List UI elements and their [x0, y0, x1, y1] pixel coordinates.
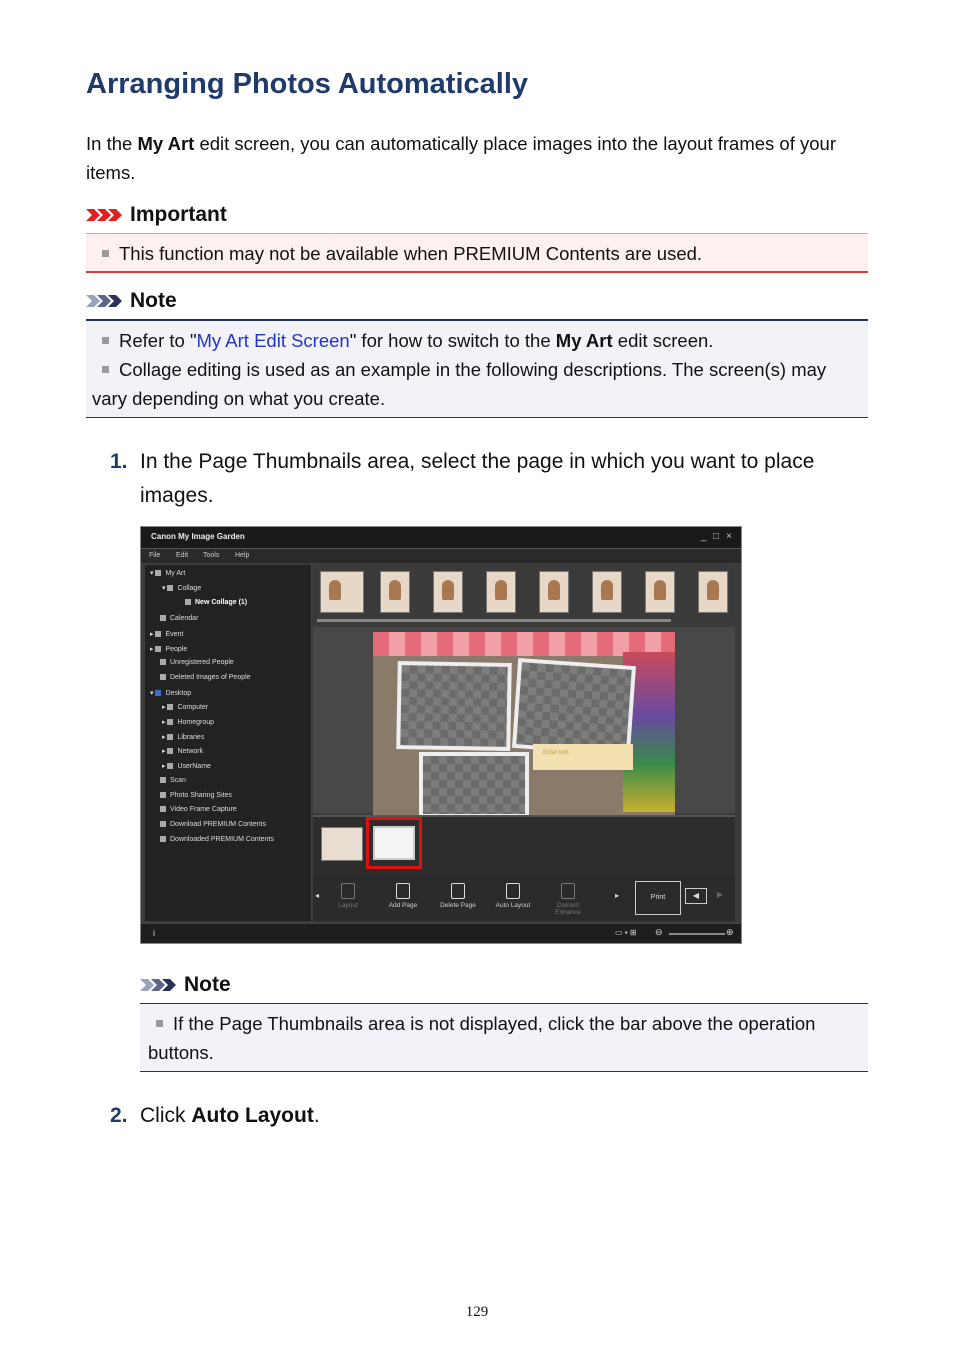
tree-item[interactable]: Downloaded PREMIUM Contents: [160, 836, 274, 843]
step-1: 1. In the Page Thumbnails area, select the page in which you want to place images.: [110, 450, 815, 507]
tree-item-selected[interactable]: New Collage (1): [185, 599, 247, 606]
tree-item[interactable]: Unregistered People: [160, 659, 234, 666]
tree-item[interactable]: ▸ Computer: [162, 704, 209, 711]
note-heading: Note: [86, 289, 177, 313]
auto-layout-button[interactable]: Auto Layout: [488, 883, 538, 909]
my-art-edit-screen-link[interactable]: My Art Edit Screen: [196, 330, 350, 351]
bullet-icon: [102, 366, 109, 373]
important-heading: Important: [86, 203, 227, 227]
layout-button[interactable]: Layout: [323, 883, 373, 909]
delete-page-button[interactable]: Delete Page: [433, 883, 483, 909]
text-box[interactable]: Enter text: [533, 744, 633, 770]
app-menubar: [141, 549, 741, 563]
photo-thumb[interactable]: [698, 571, 728, 613]
tree-item[interactable]: ▾ My Art: [150, 570, 186, 577]
photo-thumb[interactable]: [486, 571, 516, 613]
zoom-in-icon[interactable]: ⊕: [726, 927, 734, 937]
app-screenshot: [140, 526, 742, 944]
note-box: Refer to "My Art Edit Screen" for how to switch to the My Art edit screen. Collage editing is used as an example in the following descriptions. The screen(s) may vary depending on what you create.: [86, 319, 868, 418]
important-box: This function may not be available when PREMIUM Contents are used.: [86, 233, 868, 273]
tree-item[interactable]: ▸ Libraries: [162, 734, 205, 741]
tree-item[interactable]: Video Frame Capture: [160, 806, 237, 813]
tree-item[interactable]: Download PREMIUM Contents: [160, 821, 266, 828]
tree-item[interactable]: ▾ Desktop: [150, 690, 192, 697]
note-arrows-icon: [86, 293, 124, 309]
bullet-icon: [156, 1020, 163, 1027]
operation-buttons: [313, 875, 735, 921]
menu-tools[interactable]: Tools: [203, 552, 220, 559]
page-thumb-1[interactable]: [321, 827, 363, 861]
photo-thumb[interactable]: [645, 571, 675, 613]
page-thumbnails-area: [313, 815, 735, 875]
note-heading: Note: [140, 973, 231, 997]
page-title: Arranging Photos Automatically: [86, 68, 529, 100]
page-thumb-2-selected[interactable]: [366, 817, 422, 869]
view-mode-icon[interactable]: ▭ ▪ ⊞: [615, 928, 637, 937]
correct-enhance-button[interactable]: Correct/ Enhance: [543, 883, 593, 916]
close-icon[interactable]: ×: [726, 531, 732, 542]
zoom-out-icon[interactable]: ⊖: [655, 927, 663, 937]
forward-icon[interactable]: ▶: [716, 890, 724, 899]
info-icon[interactable]: i: [153, 928, 155, 938]
tree-item[interactable]: Calendar: [160, 615, 198, 622]
app-titlebar: Canon My Image Garden _ □ ×: [141, 527, 741, 549]
note-line: vary depending on what you create.: [92, 388, 386, 409]
folder-tree: [145, 565, 312, 921]
add-page-button[interactable]: Add Page: [378, 883, 428, 909]
intro-paragraph: In the My Art edit screen, you can automatically place images into the layout frames of your items.: [86, 133, 836, 183]
note-arrows-icon: [140, 977, 178, 993]
tree-item[interactable]: ▸ People: [150, 646, 188, 653]
photo-thumb[interactable]: [380, 571, 410, 613]
menu-file[interactable]: File: [149, 552, 161, 559]
tree-item[interactable]: ▾ Collage: [162, 585, 202, 592]
tree-item[interactable]: Photo Sharing Sites: [160, 792, 232, 799]
step-2: 2. Click Auto Layout.: [110, 1104, 320, 1127]
photo-thumb[interactable]: [539, 571, 569, 613]
thumb-scrollbar[interactable]: [317, 619, 671, 622]
tree-item[interactable]: ▸ Homegroup: [162, 719, 215, 726]
important-arrows-icon: [86, 207, 124, 223]
note-box: If the Page Thumbnails area is not displayed, click the bar above the operation buttons.: [140, 1003, 868, 1072]
tree-item[interactable]: Deleted Images of People: [160, 674, 251, 681]
scroll-left-icon[interactable]: ◂: [315, 891, 320, 900]
bullet-icon: [102, 250, 109, 257]
maximize-icon[interactable]: □: [713, 531, 720, 542]
status-bar: [141, 923, 741, 944]
tree-item[interactable]: ▸ UserName: [162, 763, 211, 770]
tree-item[interactable]: Scan: [160, 777, 186, 784]
print-button[interactable]: Print: [635, 881, 681, 915]
note-line: buttons.: [148, 1042, 214, 1063]
photo-thumb[interactable]: [592, 571, 622, 613]
scroll-right-icon[interactable]: ▸: [615, 891, 620, 900]
zoom-slider[interactable]: [669, 933, 725, 935]
photo-thumb[interactable]: [433, 571, 463, 613]
bullet-icon: [102, 337, 109, 344]
menu-help[interactable]: Help: [235, 552, 250, 559]
page-number: 129: [465, 1304, 489, 1320]
tree-item[interactable]: ▸ Event: [150, 631, 184, 638]
photo-thumb[interactable]: [320, 571, 364, 613]
tree-item[interactable]: ▸ Network: [162, 748, 204, 755]
minimize-icon[interactable]: _: [701, 531, 707, 542]
photo-thumbnails: [313, 565, 735, 623]
back-icon[interactable]: ◀: [685, 888, 707, 904]
menu-edit[interactable]: Edit: [176, 552, 189, 559]
edit-canvas: [313, 627, 735, 813]
